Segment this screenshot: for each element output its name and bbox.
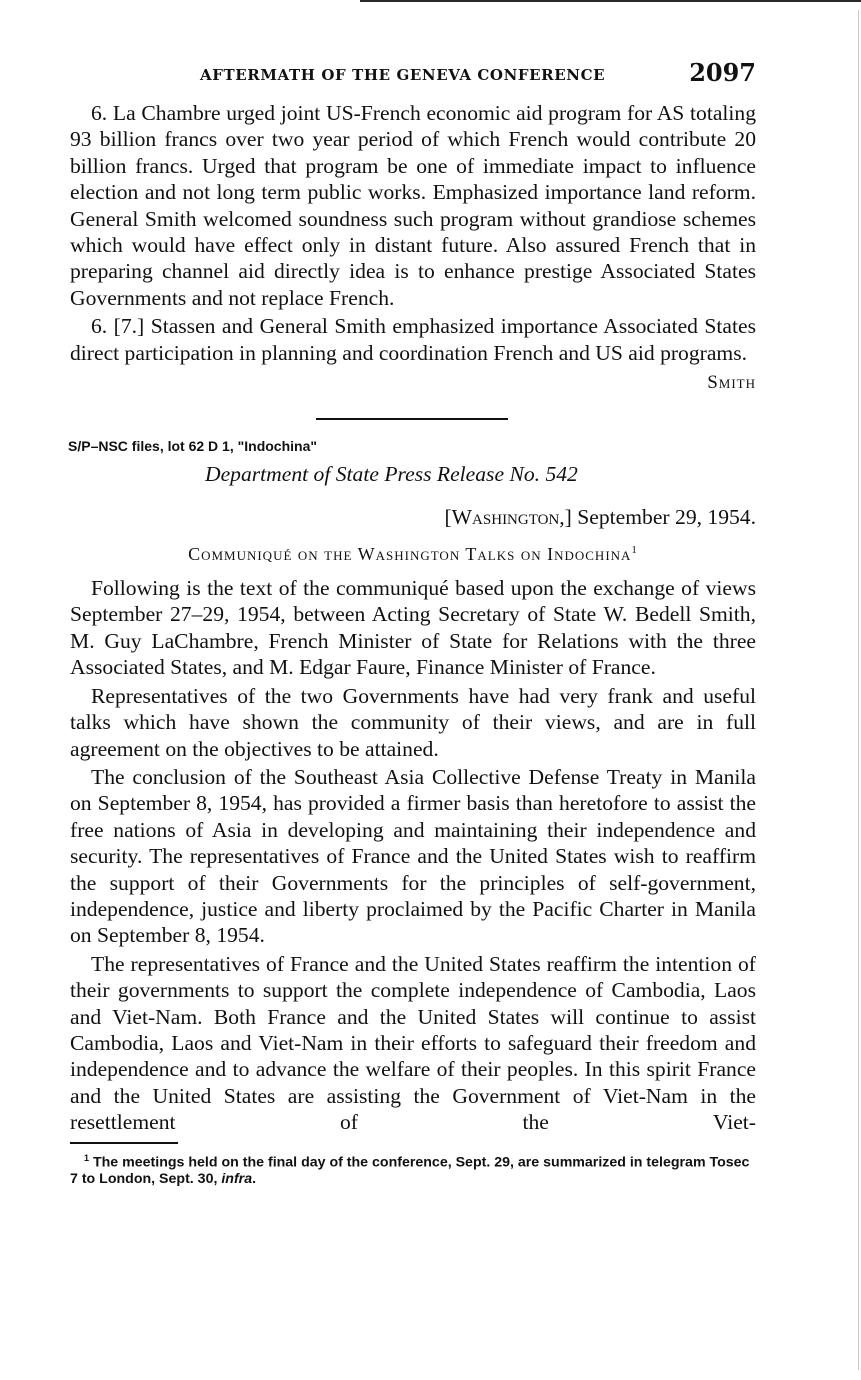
document-page [70,58,756,1188]
page-number: 2097 [689,58,756,87]
previous-document-body [70,100,756,366]
section-divider [316,418,508,420]
paragraph: The representatives of France and the United States reaffirm the intention of their governments to support the complete independence of Cambodia, Laos and Viet-Nam. Both France and the United States will continue to assist Cambodia, Laos and Viet-Nam in their efforts to safeguard their freedom and independence and to advance the welfare of their peoples. In this spirit France and the United States are assisting the Government of Viet-Nam in the resettlement of the Viet- [70,951,756,1135]
footnote-marker: 1 [84,1152,90,1163]
communique-heading [70,544,756,565]
footnote-text-end: . [252,1171,257,1188]
heading-text: Communiqué on the Washington Talks on Indochina [188,544,632,565]
signature: Smith [707,372,756,394]
paragraph: Representatives of the two Governments have had very frank and useful talks which have shown the community of their views, and are in full agreement on the objectives to be attained. [70,683,756,761]
footnote-reference: 1 [631,544,638,557]
page-edge-line [858,10,859,1370]
top-edge-rule [360,0,861,2]
paragraph: Following is the text of the communiqué based upon the exchange of views September 27–29, 1954, between Acting Secretary of State W. Bedell Smith, M. Guy LaChambre, French Minister of State for Relations with the three Associated States, and M. Edgar Faure, Finance Minister of France. [70,576,756,680]
footnote [70,1150,756,1189]
communique-body [70,575,756,1136]
dateline [70,505,756,530]
paragraph: The conclusion of the Southeast Asia Collective Defense Treaty in Manila on September 8, 1954, has provided a firmer basis than heretofore to assist the free nations of Asia in developing and maintaining their independence and security. The representatives of France and the United States wish to reaffirm the support of their Governments for the principles of self-government, independence, justice and liberty proclaimed by the Pacific Charter in Manila on September 8, 1954. [70,764,756,948]
document-title: Department of State Press Release No. 542 [205,462,578,487]
running-head [70,58,756,90]
paragraph: 6. La Chambre urged joint US-French economic aid program for AS totaling 93 billion francs over two year period of which French would contribute 20 billion francs. Urged that program be one of immediate impact to influence election and not long term public works. Emphasized importance land reform. General Smith welcomed soundness such program without grandiose schemes which would have effect only in distant future. Also assured French that in preparing channel aid directly idea is to enhance prestige Associated States Governments and not replace French. [70,101,756,310]
footnote-text: The meetings held on the final day of the conference, Sept. 29, are summarized in telegram Tosec 7 to London, Sept. 30, [70,1154,750,1188]
dateline-date: September 29, 1954. [577,505,756,530]
dateline-place: [Washington,] [444,505,572,530]
running-title: AFTERMATH OF THE GENEVA CONFERENCE [200,66,606,84]
paragraph: 6. [7.] Stassen and General Smith emphasized importance Associated States direct participation in planning and coordination French and US aid programs. [70,314,756,365]
source-note: S/P–NSC files, lot 62 D 1, "Indochina" [68,438,317,455]
footnote-rule [70,1142,178,1144]
footnote-italic-text: infra [221,1171,253,1188]
